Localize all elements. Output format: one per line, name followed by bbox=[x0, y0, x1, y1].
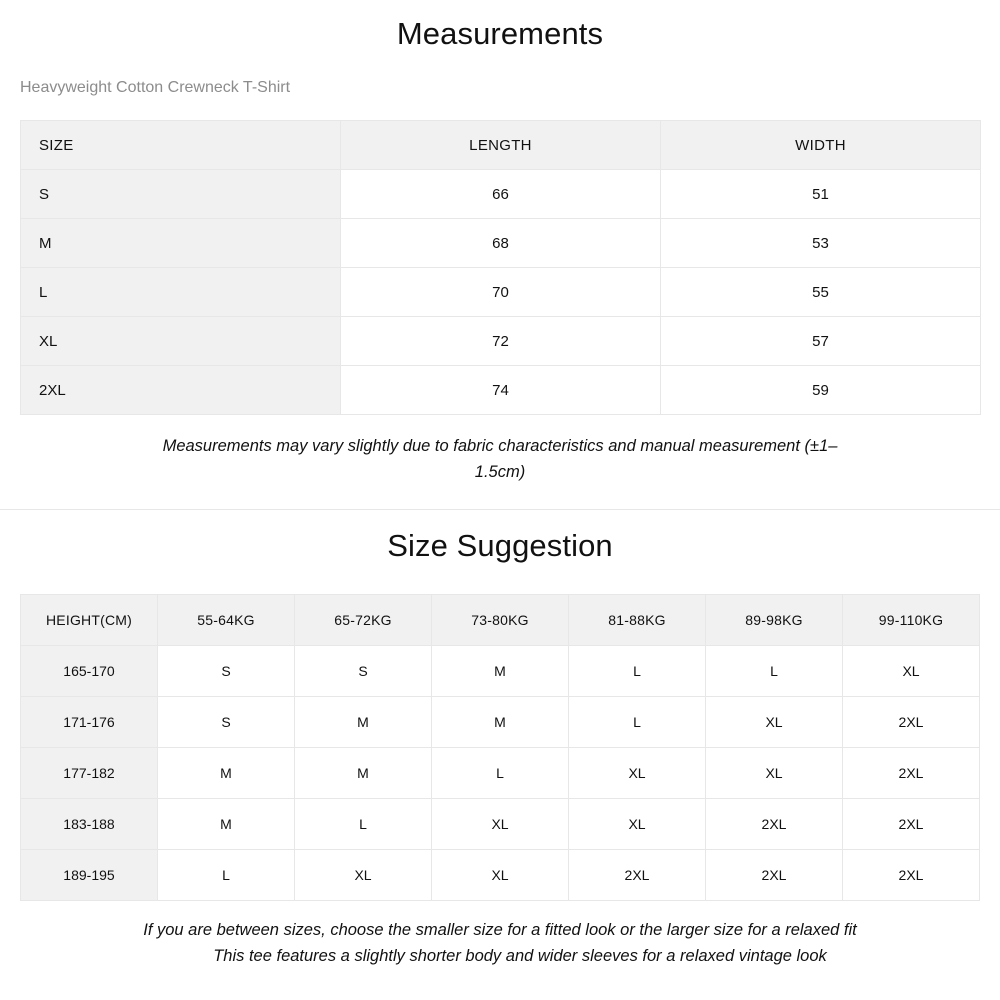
cell-length: 66 bbox=[341, 170, 661, 219]
measurements-table-head bbox=[21, 121, 981, 170]
column-header-length: LENGTH bbox=[341, 121, 661, 170]
cell-size: XL bbox=[569, 748, 706, 799]
row-header-height: 165-170 bbox=[21, 646, 158, 697]
cell-size: 2XL bbox=[843, 799, 980, 850]
column-header-weight-6: 99-110KG bbox=[843, 595, 980, 646]
cell-length: 70 bbox=[341, 268, 661, 317]
cell-width: 55 bbox=[661, 268, 981, 317]
row-header-size: M bbox=[21, 219, 341, 268]
table-row bbox=[21, 646, 980, 697]
column-header-height: HEIGHT(CM) bbox=[21, 595, 158, 646]
row-header-size: S bbox=[21, 170, 341, 219]
cell-width: 59 bbox=[661, 366, 981, 415]
page-title: Measurements bbox=[396, 16, 604, 51]
cell-size: 2XL bbox=[706, 850, 843, 901]
size-suggestion-title: Size Suggestion bbox=[387, 528, 613, 563]
cell-size: 2XL bbox=[569, 850, 706, 901]
table-row bbox=[21, 219, 981, 268]
cell-size: L bbox=[569, 697, 706, 748]
cell-width: 53 bbox=[661, 219, 981, 268]
row-header-height: 171-176 bbox=[21, 697, 158, 748]
fit-description-note: This tee features a slightly shorter body and wider sleeves for a relaxed vintage look bbox=[213, 947, 827, 965]
size-suggestion-table bbox=[20, 594, 980, 901]
table-row bbox=[21, 317, 981, 366]
table-row bbox=[21, 366, 981, 415]
table-row bbox=[21, 799, 980, 850]
row-header-height: 183-188 bbox=[21, 799, 158, 850]
cell-size: S bbox=[295, 646, 432, 697]
cell-size: XL bbox=[295, 850, 432, 901]
measurements-table bbox=[20, 120, 981, 415]
measurement-disclaimer: Measurements may vary slightly due to fabric characteristics and manual measurement (±1–1.5cm) bbox=[162, 437, 838, 481]
row-header-height: 189-195 bbox=[21, 850, 158, 901]
between-sizes-note: If you are between sizes, choose the smaller size for a fitted look or the larger size for a relaxed fit bbox=[143, 921, 857, 939]
column-header-weight-5: 89-98KG bbox=[706, 595, 843, 646]
cell-size: M bbox=[295, 697, 432, 748]
cell-size: L bbox=[569, 646, 706, 697]
column-header-weight-4: 81-88KG bbox=[569, 595, 706, 646]
cell-size: 2XL bbox=[706, 799, 843, 850]
cell-size: XL bbox=[569, 799, 706, 850]
cell-size: M bbox=[295, 748, 432, 799]
table-header-row bbox=[21, 595, 980, 646]
cell-length: 68 bbox=[341, 219, 661, 268]
row-header-height: 177-182 bbox=[21, 748, 158, 799]
cell-size: L bbox=[706, 646, 843, 697]
cell-size: L bbox=[432, 748, 569, 799]
cell-size: XL bbox=[706, 748, 843, 799]
table-row bbox=[21, 170, 981, 219]
cell-size: M bbox=[158, 748, 295, 799]
product-name: Heavyweight Cotton Crewneck T-Shirt bbox=[20, 79, 291, 96]
measurements-section bbox=[0, 0, 1000, 485]
bottom-notes bbox=[20, 917, 980, 969]
row-header-size: XL bbox=[21, 317, 341, 366]
table-row bbox=[21, 697, 980, 748]
cell-size: 2XL bbox=[843, 850, 980, 901]
cell-size: M bbox=[432, 646, 569, 697]
cell-length: 72 bbox=[341, 317, 661, 366]
table-header-row bbox=[21, 121, 981, 170]
size-suggestion-section bbox=[0, 510, 1000, 969]
cell-width: 57 bbox=[661, 317, 981, 366]
table-row bbox=[21, 850, 980, 901]
cell-size: S bbox=[158, 646, 295, 697]
cell-size: M bbox=[158, 799, 295, 850]
cell-size: 2XL bbox=[843, 748, 980, 799]
column-header-size: SIZE bbox=[21, 121, 341, 170]
size-suggestion-table-body bbox=[21, 646, 980, 901]
cell-size: XL bbox=[432, 850, 569, 901]
column-header-weight-2: 65-72KG bbox=[295, 595, 432, 646]
size-suggestion-table-head bbox=[21, 595, 980, 646]
cell-size: XL bbox=[843, 646, 980, 697]
column-header-width: WIDTH bbox=[661, 121, 981, 170]
cell-size: XL bbox=[706, 697, 843, 748]
table-row bbox=[21, 748, 980, 799]
cell-size: L bbox=[158, 850, 295, 901]
cell-size: XL bbox=[432, 799, 569, 850]
cell-size: 2XL bbox=[843, 697, 980, 748]
cell-size: M bbox=[432, 697, 569, 748]
measurements-table-body bbox=[21, 170, 981, 415]
cell-width: 51 bbox=[661, 170, 981, 219]
row-header-size: L bbox=[21, 268, 341, 317]
row-header-size: 2XL bbox=[21, 366, 341, 415]
table-row bbox=[21, 268, 981, 317]
column-header-weight-3: 73-80KG bbox=[432, 595, 569, 646]
cell-size: L bbox=[295, 799, 432, 850]
cell-size: S bbox=[158, 697, 295, 748]
cell-length: 74 bbox=[341, 366, 661, 415]
column-header-weight-1: 55-64KG bbox=[158, 595, 295, 646]
